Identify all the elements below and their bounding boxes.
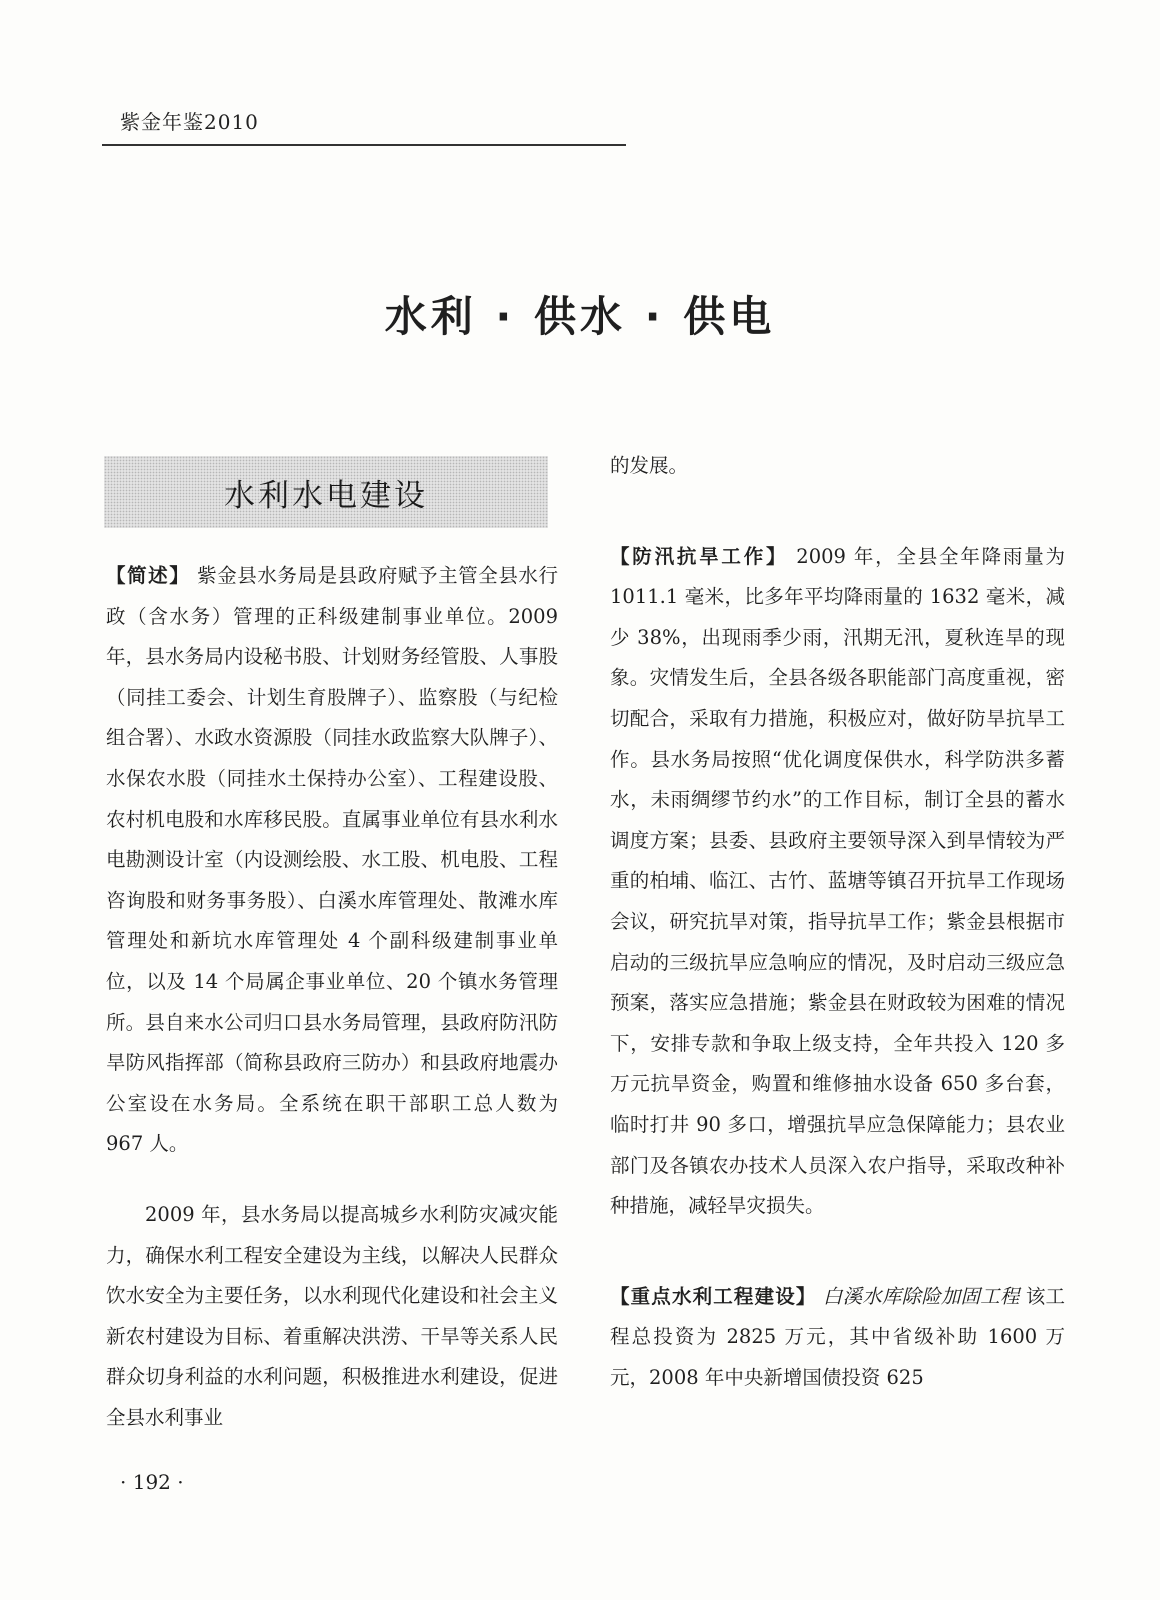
overview-tag: 【简述】 bbox=[106, 564, 191, 587]
key-projects-paragraph bbox=[610, 1277, 1065, 1399]
running-head: 紫金年鉴2010 bbox=[120, 110, 259, 134]
chapter-title: 水利 · 供水 · 供电 bbox=[384, 292, 776, 341]
continuation-text: 的发展。 bbox=[610, 454, 689, 477]
header-rule bbox=[102, 144, 626, 146]
left-column bbox=[106, 556, 558, 1438]
key-projects-tag: 【重点水利工程建设】 bbox=[610, 1284, 817, 1308]
flood-drought-tag: 【防汛抗旱工作】 bbox=[610, 544, 789, 568]
right-column bbox=[610, 446, 1065, 1398]
paragraph-gap bbox=[610, 1227, 1065, 1277]
flood-drought-text: 2009 年，全县全年降雨量为 1011.1 毫米，比多年平均降雨量的 1632 毫米，减少 38%，出现雨季少雨，汛期无汛，夏秋连旱的现象。灾情发生后，全县各级各职能部门高度重视，密切配合，采取有力措施，积极应对，做好防旱抗旱工作。县水务局按照“优化调度保供水，科学防洪多蓄水，未雨绸缪节约水”的工作目标，制订全县的蓄水调度方案；县委、县政府主要领导深入到旱情较为严重的柏埔、临江、古竹、蓝塘等镇召开抗旱工作现场会议，研究抗旱对策，指导抗旱工作；紫金县根据市启动的三级抗旱应急响应的情况，及时启动三级应急预案，落实应急措施；紫金县在财政较为困难的情况下，安排专款和争取上级支持，全年共投入 120 多万元抗旱资金，购置和维修抽水设备 650 多台套，临时打井 90 多口，增强抗旱应急保障能力；县农业部门及各镇农办技术人员深入农户指导，采取改种补种措施，减轻旱灾损失。 bbox=[610, 544, 1065, 1218]
section-heading-box bbox=[104, 456, 548, 528]
section-title: 水利水电建设 bbox=[224, 477, 428, 514]
paragraph-gap bbox=[610, 487, 1065, 537]
flood-drought-paragraph bbox=[610, 537, 1065, 1227]
key-projects-subtitle: 白溪水库除险加固工程 bbox=[816, 1284, 1020, 1308]
policy-paragraph: 2009 年，县水务局以提高城乡水利防灾减灾能力，确保水利工程安全建设为主线，以解决人民群众饮水安全为主要任务，以水利现代化建设和社会主义新农村建设为目标、着重解决洪涝、干旱等关系人民群众切身利益的水利问题，积极推进水利建设，促进全县水利事业 bbox=[106, 1202, 558, 1429]
overview-paragraph bbox=[106, 556, 558, 1165]
overview-text: 紫金县水务局是县政府赋予主管全县水行政（含水务）管理的正科级建制事业单位。2009 年，县水务局内设秘书股、计划财务经管股、人事股（同挂工委会、计划生育股牌子）、监察股（与纪检组合署）、水政水资源股（同挂水政监察大队牌子）、水保农水股（同挂水土保持办公室）、工程建设股、农村机电股和水库移民股。直属事业单位有县水利水电勘测设计室（内设测绘股、水工股、机电股、工程咨询股和财务事务股）、白溪水库管理处、散滩水库管理处和新坑水库管理处 4 个副科级建制事业单位，以及 14 个局属企事业单位、20 个镇水务管理所。县自来水公司归口县水务局管理，县政府防汛防旱防风指挥部（简称县政府三防办）和县政府地震办公室设在水务局。全系统在职干部职工总人数为 967 人。 bbox=[106, 564, 558, 1156]
paragraph-gap bbox=[106, 1165, 558, 1195]
page-number: · 192 · bbox=[120, 1470, 184, 1494]
key-projects-text: 该工程总投资为 2825 万元，其中省级补助 1600 万元，2008 年中央新增国债投资 625 bbox=[610, 1284, 1065, 1389]
